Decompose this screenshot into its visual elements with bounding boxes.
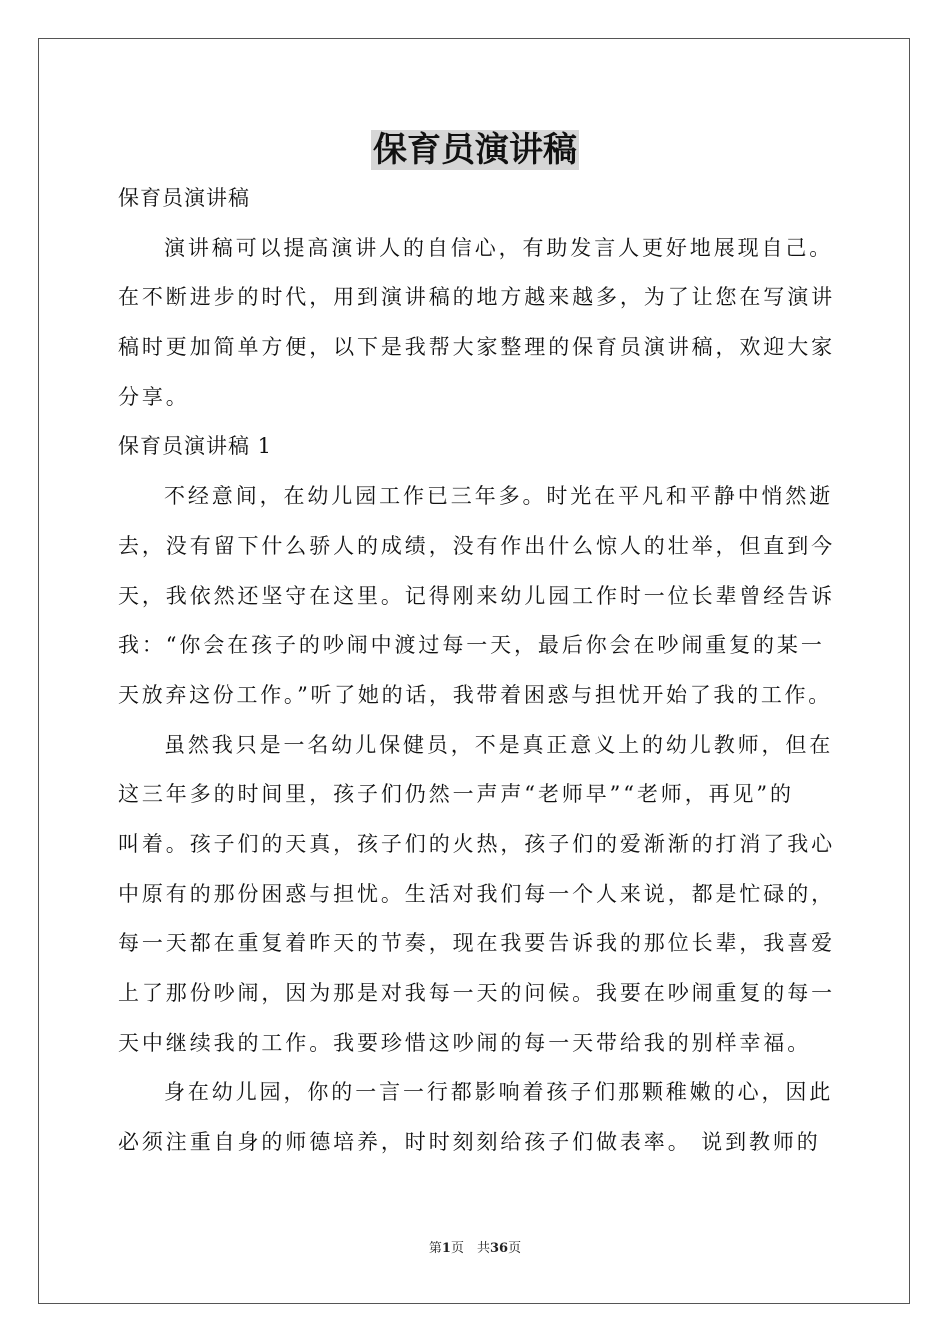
- paragraph-line: 不经意间，在幼儿园工作已三年多。时光在平凡和平静中悄然逝: [164, 484, 834, 509]
- paragraph-line: 在不断进步的时代，用到演讲稿的地方越来越多，为了让您在写演讲: [118, 285, 835, 310]
- paragraph-line: 天，我依然还坚守在这里。记得刚来幼儿园工作时一位长辈曾经告诉: [118, 583, 835, 608]
- paragraph-line: 必须注重自身的师德培养，时时刻刻给孩子们做表率。 说到教师的: [118, 1130, 821, 1155]
- paragraph-line: 天中继续我的工作。我要珍惜这吵闹的每一天带给我的别样幸福。: [118, 1030, 812, 1055]
- paragraph-line: 我：“你会在孩子的吵闹中渡过每一天，最后你会在吵闹重复的某一: [118, 633, 825, 658]
- footer-prefix: 第: [428, 1241, 442, 1256]
- document-body: [118, 174, 834, 1168]
- paragraph-line: 演讲稿可以提高演讲人的自信心，有助发言人更好地展现自己。: [164, 235, 834, 260]
- document-title-text: 保育员演讲稿: [373, 130, 577, 170]
- paragraph-line: 上了那份吵闹，因为那是对我每一天的问候。我要在吵闹重复的每一: [118, 981, 835, 1005]
- footer-page-number: 1: [441, 1241, 451, 1256]
- paragraph-line: 每一天都在重复着昨天的节奏，现在我要告诉我的那位长辈，我喜爱: [118, 931, 835, 956]
- paragraph-line: 叫着。孩子们的天真，孩子们的火热，孩子们的爱渐渐的打消了我心: [118, 831, 835, 856]
- paragraph-line: 天放弃这份工作。”听了她的话，我带着困惑与担忧开始了我的工作。: [118, 682, 832, 707]
- paragraph-line: 身在幼儿园，你的一言一行都影响着孩子们那颗稚嫩的心，因此: [164, 1080, 834, 1105]
- paragraph-line: 去，没有留下什么骄人的成绩，没有作出什么惊人的壮举，但直到今: [118, 533, 835, 558]
- section-heading: 保育员演讲稿 1: [118, 434, 273, 459]
- paragraph-line: 中原有的那份困惑与担忧。生活对我们每一个人来说，都是忙碌的，: [118, 881, 835, 906]
- document-title: [0, 126, 950, 174]
- section-heading: 保育员演讲稿: [118, 186, 250, 210]
- footer-suffix: 页: [508, 1241, 522, 1256]
- page-footer: [0, 1240, 950, 1258]
- paragraph-line: 分享。: [118, 384, 190, 409]
- paragraph-line: 稿时更加简单方便，以下是我帮大家整理的保育员演讲稿，欢迎大家: [118, 335, 835, 360]
- footer-mid: 页 共: [450, 1241, 490, 1256]
- paragraph-line: 虽然我只是一名幼儿保健员，不是真正意义上的幼儿教师，但在: [164, 732, 834, 757]
- paragraph-line: 这三年多的时间里，孩子们仍然一声声“老师早”“老师，再见”的: [118, 782, 794, 807]
- footer-total-pages: 36: [489, 1241, 509, 1256]
